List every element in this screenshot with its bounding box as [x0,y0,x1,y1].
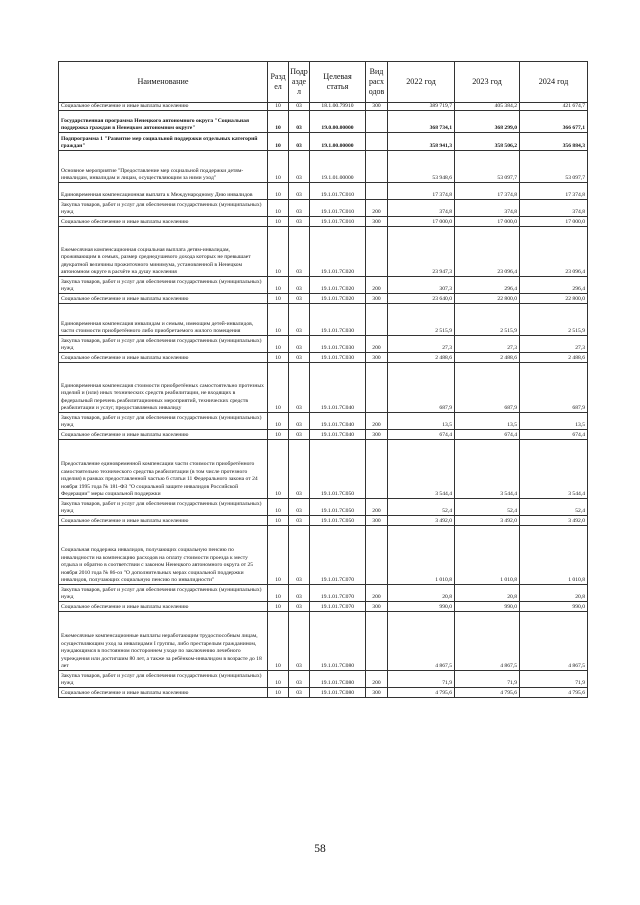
row-name: Социальное обеспечение и иные выплаты населению [59,103,268,111]
header-name: Наименование [59,62,268,103]
row-expense-type: 200 [366,200,388,217]
row-target: 19.1.01.7С010 [310,200,366,217]
row-value-2024: 53 097,7 [520,151,588,183]
row-expense-type: 200 [366,277,388,294]
row-target: 19.1.01.7С080 [310,671,366,688]
row-value-2023: 990,0 [455,602,520,612]
row-name: Социальное обеспечение и иные выплаты населению [59,294,268,304]
row-subsection: 03 [289,217,310,227]
row-value-2024: 296,4 [520,277,588,294]
row-value-2024: 1 010,8 [520,526,588,585]
header-target: Целевая статья [310,62,366,103]
row-expense-type: 300 [366,516,388,526]
row-value-2024: 22 800,0 [520,294,588,304]
row-subsection: 03 [289,353,310,363]
row-value-2023: 368 299,0 [455,111,520,133]
table-row [59,353,588,363]
row-name: Социальное обеспечение и иные выплаты населению [59,217,268,227]
row-value-2024: 366 677,1 [520,111,588,133]
row-value-2023: 3 544,4 [455,440,520,499]
row-target: 19.1.01.7С020 [310,227,366,277]
row-name: Закупка товаров, работ и услуг для обеспечения государственных (муниципальных) нужд [59,499,268,516]
row-subsection: 03 [289,133,310,151]
row-name: Государственная программа Ненецкого автономного округа "Социальная поддержка граждан в Ненецком автономном округе" [59,111,268,133]
table-row [59,688,588,698]
row-section: 10 [268,103,289,111]
row-section: 10 [268,363,289,413]
row-target: 19.1.01.7С020 [310,294,366,304]
row-value-2022: 13,5 [388,413,455,430]
row-value-2022: 4 795,6 [388,688,455,698]
row-value-2023: 17 000,0 [455,217,520,227]
row-value-2024: 990,0 [520,602,588,612]
row-section: 10 [268,133,289,151]
row-subsection: 03 [289,183,310,200]
row-name: Предоставление единовременной компенсации части стоимости приобретённого самостоятельно технического средства реабилитации (в том числе протезного изделия) в рамках предоставленной частью 6 статьи 11 Федерального закона от 24 ноября 1995 года № 181-ФЗ "О социальной защите инвалидов Российской Федерации" меры социальной поддержки [59,440,268,499]
row-value-2024: 52,4 [520,499,588,516]
row-subsection: 03 [289,277,310,294]
row-expense-type: 200 [366,413,388,430]
row-section: 10 [268,526,289,585]
row-value-2022: 53 948,6 [388,151,455,183]
row-value-2022: 71,9 [388,671,455,688]
table-row [59,103,588,111]
row-target: 19.1.01.7С050 [310,499,366,516]
row-section: 10 [268,688,289,698]
table-row [59,602,588,612]
row-target: 19.1.01.7С070 [310,602,366,612]
row-section: 10 [268,294,289,304]
table-header-row [59,62,588,103]
row-target: 19.1.01.7С030 [310,304,366,336]
row-name: Социальное обеспечение и иные выплаты населению [59,430,268,440]
row-name: Закупка товаров, работ и услуг для обеспечения государственных (муниципальных) нужд [59,200,268,217]
table-row [59,294,588,304]
row-value-2023: 4 795,6 [455,688,520,698]
row-target: 19.1.00.00000 [310,133,366,151]
header-subsection: Подр азде л [289,62,310,103]
row-value-2022: 389 719,7 [388,103,455,111]
row-value-2023: 296,4 [455,277,520,294]
row-section: 10 [268,585,289,602]
row-value-2024: 421 674,7 [520,103,588,111]
row-target: 19.1.01.00000 [310,151,366,183]
budget-table [58,61,588,698]
row-expense-type: 300 [366,602,388,612]
row-value-2022: 358 941,3 [388,133,455,151]
row-value-2023: 4 867,5 [455,612,520,671]
row-subsection: 03 [289,430,310,440]
row-expense-type: 300 [366,430,388,440]
row-subsection: 03 [289,151,310,183]
table-row [59,671,588,688]
table-row [59,217,588,227]
row-expense-type [366,526,388,585]
row-value-2023: 53 097,7 [455,151,520,183]
row-value-2022: 3 544,4 [388,440,455,499]
row-value-2024: 374,8 [520,200,588,217]
row-expense-type: 200 [366,336,388,353]
row-value-2023: 52,4 [455,499,520,516]
row-value-2022: 2 488,6 [388,353,455,363]
row-expense-type [366,440,388,499]
row-value-2024: 20,8 [520,585,588,602]
budget-table-container [58,61,587,698]
row-value-2023: 17 374,8 [455,183,520,200]
row-expense-type: 300 [366,294,388,304]
row-expense-type [366,133,388,151]
row-value-2022: 17 374,8 [388,183,455,200]
row-subsection: 03 [289,612,310,671]
row-value-2022: 23 947,3 [388,227,455,277]
row-value-2024: 674,4 [520,430,588,440]
row-subsection: 03 [289,516,310,526]
row-section: 10 [268,227,289,277]
row-value-2023: 1 010,8 [455,526,520,585]
row-value-2022: 52,4 [388,499,455,516]
row-target: 19.1.01.7С040 [310,413,366,430]
row-value-2023: 2 515,9 [455,304,520,336]
row-name: Социальное обеспечение и иные выплаты населению [59,602,268,612]
table-row [59,151,588,183]
row-name: Закупка товаров, работ и услуг для обеспечения государственных (муниципальных) нужд [59,336,268,353]
table-row [59,227,588,277]
row-value-2023: 20,8 [455,585,520,602]
row-value-2023: 687,9 [455,363,520,413]
row-value-2022: 1 010,8 [388,526,455,585]
row-value-2022: 368 734,1 [388,111,455,133]
row-subsection: 03 [289,526,310,585]
row-name: Социальное обеспечение и иные выплаты населению [59,516,268,526]
row-value-2024: 2 488,6 [520,353,588,363]
table-row [59,516,588,526]
row-value-2022: 17 000,0 [388,217,455,227]
row-section: 10 [268,516,289,526]
row-subsection: 03 [289,336,310,353]
row-value-2023: 27,3 [455,336,520,353]
table-row [59,585,588,602]
row-target: 19.1.01.7С040 [310,430,366,440]
row-value-2022: 990,0 [388,602,455,612]
row-value-2023: 374,8 [455,200,520,217]
row-expense-type: 300 [366,688,388,698]
row-section: 10 [268,277,289,294]
row-subsection: 03 [289,363,310,413]
row-value-2024: 2 515,9 [520,304,588,336]
row-target: 19.1.01.7С030 [310,336,366,353]
row-name: Социальное обеспечение и иные выплаты населению [59,353,268,363]
row-value-2022: 687,9 [388,363,455,413]
row-value-2024: 71,9 [520,671,588,688]
table-body [59,103,588,698]
row-value-2023: 358 506,2 [455,133,520,151]
row-value-2023: 405 384,2 [455,103,520,111]
row-value-2024: 17 000,0 [520,217,588,227]
row-value-2023: 22 800,0 [455,294,520,304]
row-value-2024: 3 544,4 [520,440,588,499]
row-value-2024: 23 096,4 [520,227,588,277]
row-section: 10 [268,602,289,612]
row-name: Закупка товаров, работ и услуг для обеспечения государственных (муниципальных) нужд [59,671,268,688]
row-target: 19.1.01.7С050 [310,440,366,499]
row-expense-type: 200 [366,585,388,602]
row-target: 19.0.00.00000 [310,111,366,133]
row-value-2022: 374,8 [388,200,455,217]
row-section: 10 [268,200,289,217]
row-target: 19.1.01.7С050 [310,516,366,526]
table-row [59,336,588,353]
row-expense-type [366,363,388,413]
row-name: Основное мероприятие "Предоставление мер социальной поддержки детям-инвалидам, инвалидам и лицам, осуществляющим за ними уход" [59,151,268,183]
row-value-2022: 2 515,9 [388,304,455,336]
row-name: Закупка товаров, работ и услуг для обеспечения государственных (муниципальных) нужд [59,585,268,602]
row-value-2022: 3 492,0 [388,516,455,526]
table-row [59,526,588,585]
row-value-2023: 71,9 [455,671,520,688]
row-subsection: 03 [289,413,310,430]
row-subsection: 03 [289,671,310,688]
row-subsection: 03 [289,304,310,336]
row-expense-type: 200 [366,671,388,688]
row-name: Ежемесячная компенсационная социальная выплата детям-инвалидам, проживающим в семьях, размер среднедушевого дохода которых не превышает двукратной величины прожиточного минимума, установленной в Ненецком автономном округе в расчёте на душу населения [59,227,268,277]
row-value-2024: 356 884,3 [520,133,588,151]
row-value-2022: 20,8 [388,585,455,602]
row-target: 19.1.01.7С080 [310,612,366,671]
row-name: Закупка товаров, работ и услуг для обеспечения государственных (муниципальных) нужд [59,413,268,430]
row-section: 10 [268,336,289,353]
row-target: 19.1.01.7С070 [310,526,366,585]
row-expense-type: 200 [366,499,388,516]
row-subsection: 03 [289,294,310,304]
table-row [59,200,588,217]
header-2023: 2023 год [455,62,520,103]
table-row [59,363,588,413]
row-section: 10 [268,353,289,363]
row-value-2024: 3 492,0 [520,516,588,526]
table-row [59,440,588,499]
row-subsection: 03 [289,440,310,499]
row-subsection: 03 [289,200,310,217]
table-row [59,183,588,200]
row-value-2022: 674,4 [388,430,455,440]
row-name: Единовременная компенсация стоимости приобретённых самостоятельно протезных изделий и (или) иных технических средств реабилитации, не входящих в федеральный перечень реабилитационных мероприятий, технических средств реабилитации и услуг, предоставляемых инвалиду [59,363,268,413]
row-value-2022: 4 867,5 [388,612,455,671]
table-row [59,430,588,440]
table-row [59,413,588,430]
row-expense-type [366,227,388,277]
row-name: Социальная поддержка инвалидов, получающих социальную пенсию по инвалидности на компенсацию расходов на оплату стоимости проезда к месту отдыха и обратно в соответствии с законом Ненецкого автономного округа от 25 ноября 2010 года № 86-оз "О дополнительных мерах социальной поддержки инвалидов, получающих социальную пенсию по инвалидности" [59,526,268,585]
header-section: Разд ел [268,62,289,103]
row-section: 10 [268,430,289,440]
row-subsection: 03 [289,499,310,516]
header-expense-type: Вид расх одов [366,62,388,103]
row-expense-type [366,304,388,336]
row-section: 10 [268,612,289,671]
row-target: 19.1.01.7С080 [310,688,366,698]
row-subsection: 03 [289,111,310,133]
row-section: 10 [268,183,289,200]
row-target: 19.1.01.7С020 [310,277,366,294]
row-expense-type [366,183,388,200]
table-row [59,277,588,294]
page-number: 58 [314,843,326,855]
table-row [59,133,588,151]
row-value-2024: 17 374,8 [520,183,588,200]
row-name: Ежемесячные компенсационные выплаты неработающим трудоспособным лицам, осуществляющим уход за инвалидами I группы, либо престарелым гражданином, нуждающимся в постоянном постороннем уходе по заключению лечебного учреждения или достигшим 80 лет, а также за ребёнком-инвалидом в возрасте до 18 лет [59,612,268,671]
row-subsection: 03 [289,103,310,111]
row-value-2022: 27,3 [388,336,455,353]
row-value-2022: 307,3 [388,277,455,294]
row-name: Единовременная компенсационная выплата к Международному Дню инвалидов [59,183,268,200]
row-expense-type: 300 [366,217,388,227]
table-row [59,304,588,336]
row-value-2023: 2 488,6 [455,353,520,363]
row-value-2024: 687,9 [520,363,588,413]
table-row [59,111,588,133]
row-value-2022: 23 640,0 [388,294,455,304]
row-section: 10 [268,440,289,499]
row-value-2023: 13,5 [455,413,520,430]
row-name: Единовременная компенсация инвалидам и семьям, имеющим детей-инвалидов, части стоимости приобретённого либо приобретаемого жилого помещения [59,304,268,336]
row-expense-type [366,111,388,133]
table-row [59,499,588,516]
row-section: 10 [268,671,289,688]
row-expense-type [366,612,388,671]
row-section: 10 [268,111,289,133]
row-subsection: 03 [289,585,310,602]
row-value-2023: 674,4 [455,430,520,440]
row-section: 10 [268,151,289,183]
row-target: 19.1.01.7С070 [310,585,366,602]
row-target: 19.1.01.7С010 [310,183,366,200]
row-target: 19.1.01.7С010 [310,217,366,227]
row-value-2024: 13,5 [520,413,588,430]
row-target: 19.1.01.7С030 [310,353,366,363]
row-section: 10 [268,217,289,227]
row-target: 18.1.00.79910 [310,103,366,111]
row-section: 10 [268,413,289,430]
row-name: Социальное обеспечение и иные выплаты населению [59,688,268,698]
row-target: 19.1.01.7С040 [310,363,366,413]
row-name: Подпрограмма 1 "Развитие мер социальной поддержки отдельных категорий граждан" [59,133,268,151]
row-section: 10 [268,499,289,516]
header-2022: 2022 год [388,62,455,103]
row-subsection: 03 [289,688,310,698]
header-2024: 2024 год [520,62,588,103]
row-value-2023: 3 492,0 [455,516,520,526]
row-value-2023: 23 096,4 [455,227,520,277]
table-row [59,612,588,671]
row-value-2024: 4 795,6 [520,688,588,698]
row-section: 10 [268,304,289,336]
row-name: Закупка товаров, работ и услуг для обеспечения государственных (муниципальных) нужд [59,277,268,294]
row-subsection: 03 [289,602,310,612]
row-value-2024: 27,3 [520,336,588,353]
row-expense-type: 300 [366,103,388,111]
row-subsection: 03 [289,227,310,277]
row-expense-type: 300 [366,353,388,363]
row-expense-type [366,151,388,183]
row-value-2024: 4 867,5 [520,612,588,671]
